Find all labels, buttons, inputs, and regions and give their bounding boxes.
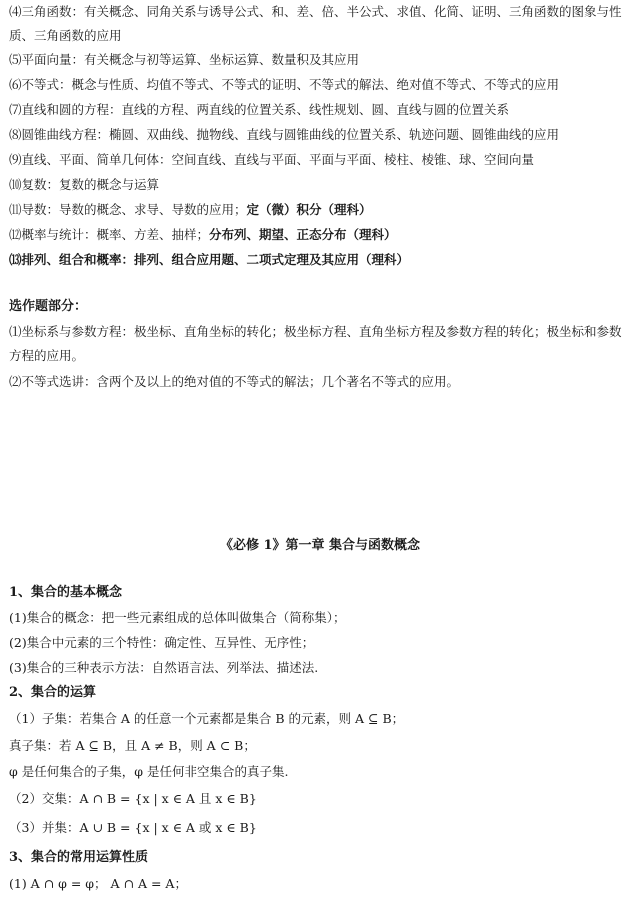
item-prefix: ⑹不等式： <box>9 77 72 92</box>
section-item: φ 是任何集合的子集，φ 是任何非空集合的真子集. <box>9 764 289 779</box>
item-prefix: ⑸平面向量： <box>9 52 85 67</box>
section-title: 3、集合的常用运算性质 <box>9 850 149 865</box>
elective-item: ⑵不等式选讲：含两个及以上的绝对值的不等式的解法；几个著名不等式的应用。 <box>9 374 460 389</box>
item-prefix: ⑾导数： <box>9 202 60 217</box>
syllabus-item <box>9 197 633 222</box>
item-text: 直线的方程、两直线的位置关系、线性规划、圆、直线与圆的位置关系 <box>121 102 510 117</box>
item-bold-tail: 分布列、期望、正态分布（理科） <box>209 227 397 242</box>
item-text: 导数的概念、求导、导数的应用； <box>59 202 247 217</box>
item-prefix: ⒀排列、组合和概率： <box>9 252 135 267</box>
syllabus-item <box>9 47 633 72</box>
syllabus-item <box>9 0 633 48</box>
item-text: 概率、方差、抽样； <box>96 227 210 242</box>
syllabus-item <box>9 172 633 197</box>
section-item: 真子集：若 A ⊆ B，且 A ≠ B，则 A ⊂ B； <box>9 738 256 753</box>
item-text: 有关概念与初等运算、坐标运算、数量积及其应用 <box>84 52 360 67</box>
item-prefix: ⑺直线和圆的方程： <box>9 102 122 117</box>
section-title: 2、集合的运算 <box>9 685 97 700</box>
elective-item: ⑴坐标系与参数方程：极坐标、直角坐标的转化；极坐标方程、直角坐标方程及参数方程的转化；极坐标和参数方程的应用。 <box>9 324 622 363</box>
item-text: 有关概念、同角关系与诱导公式、和、差、倍、半公式、求值、化简、证明、三角函数的图象与性质、三角函数的应用 <box>9 4 622 43</box>
item-text: 概念与性质、均值不等式、不等式的证明、不等式的解法、绝对值不等式、不等式的应用 <box>71 77 560 92</box>
item-prefix: ⑽复数： <box>9 177 60 192</box>
item-text: 排列、组合应用题、二项式定理及其应用（理科） <box>134 252 410 267</box>
section-item: (2)集合中元素的三个特性：确定性、互异性、无序性； <box>9 635 315 650</box>
syllabus-item <box>9 122 633 147</box>
item-prefix: ⑿概率与统计： <box>9 227 97 242</box>
item-prefix: ⑻圆锥曲线方程： <box>9 127 110 142</box>
section-item: （1）子集：若集合 A 的任意一个元素都是集合 B 的元素，则 A ⊆ B； <box>9 711 405 726</box>
section-item: (1)集合的概念：把一些元素组成的总体叫做集合（简称集）； <box>9 610 346 625</box>
syllabus-item <box>9 247 633 272</box>
item-prefix: ⑼直线、平面、简单几何体： <box>9 152 172 167</box>
elective-title: 选作题部分： <box>9 299 88 314</box>
item-text: 复数的概念与运算 <box>59 177 160 192</box>
section-item: (3)集合的三种表示方法：自然语言法、列举法、描述法. <box>9 660 319 675</box>
section-item: (1) A ∩ φ = φ； A ∩ A = A； <box>9 876 187 891</box>
item-text: 空间直线、直线与平面、平面与平面、棱柱、棱锥、球、空间向量 <box>171 152 535 167</box>
section-item: （2）交集：A ∩ B = {x | x ∈ A 且 x ∈ B} <box>9 791 257 806</box>
syllabus-item <box>9 147 633 172</box>
chapter-title: 《必修 1》第一章 集合与函数概念 <box>219 538 421 553</box>
item-text: 椭圆、双曲线、抛物线、直线与圆锥曲线的位置关系、轨迹问题、圆锥曲线的应用 <box>109 127 560 142</box>
syllabus-item <box>9 222 633 247</box>
section-title: 1、集合的基本概念 <box>9 585 123 600</box>
item-bold-tail: 定（微）积分（理科） <box>246 202 372 217</box>
section-item: （3）并集：A ∪ B = {x | x ∈ A 或 x ∈ B} <box>9 820 257 835</box>
syllabus-item <box>9 72 633 97</box>
item-prefix: ⑷三角函数： <box>9 4 85 19</box>
syllabus-item <box>9 97 633 122</box>
